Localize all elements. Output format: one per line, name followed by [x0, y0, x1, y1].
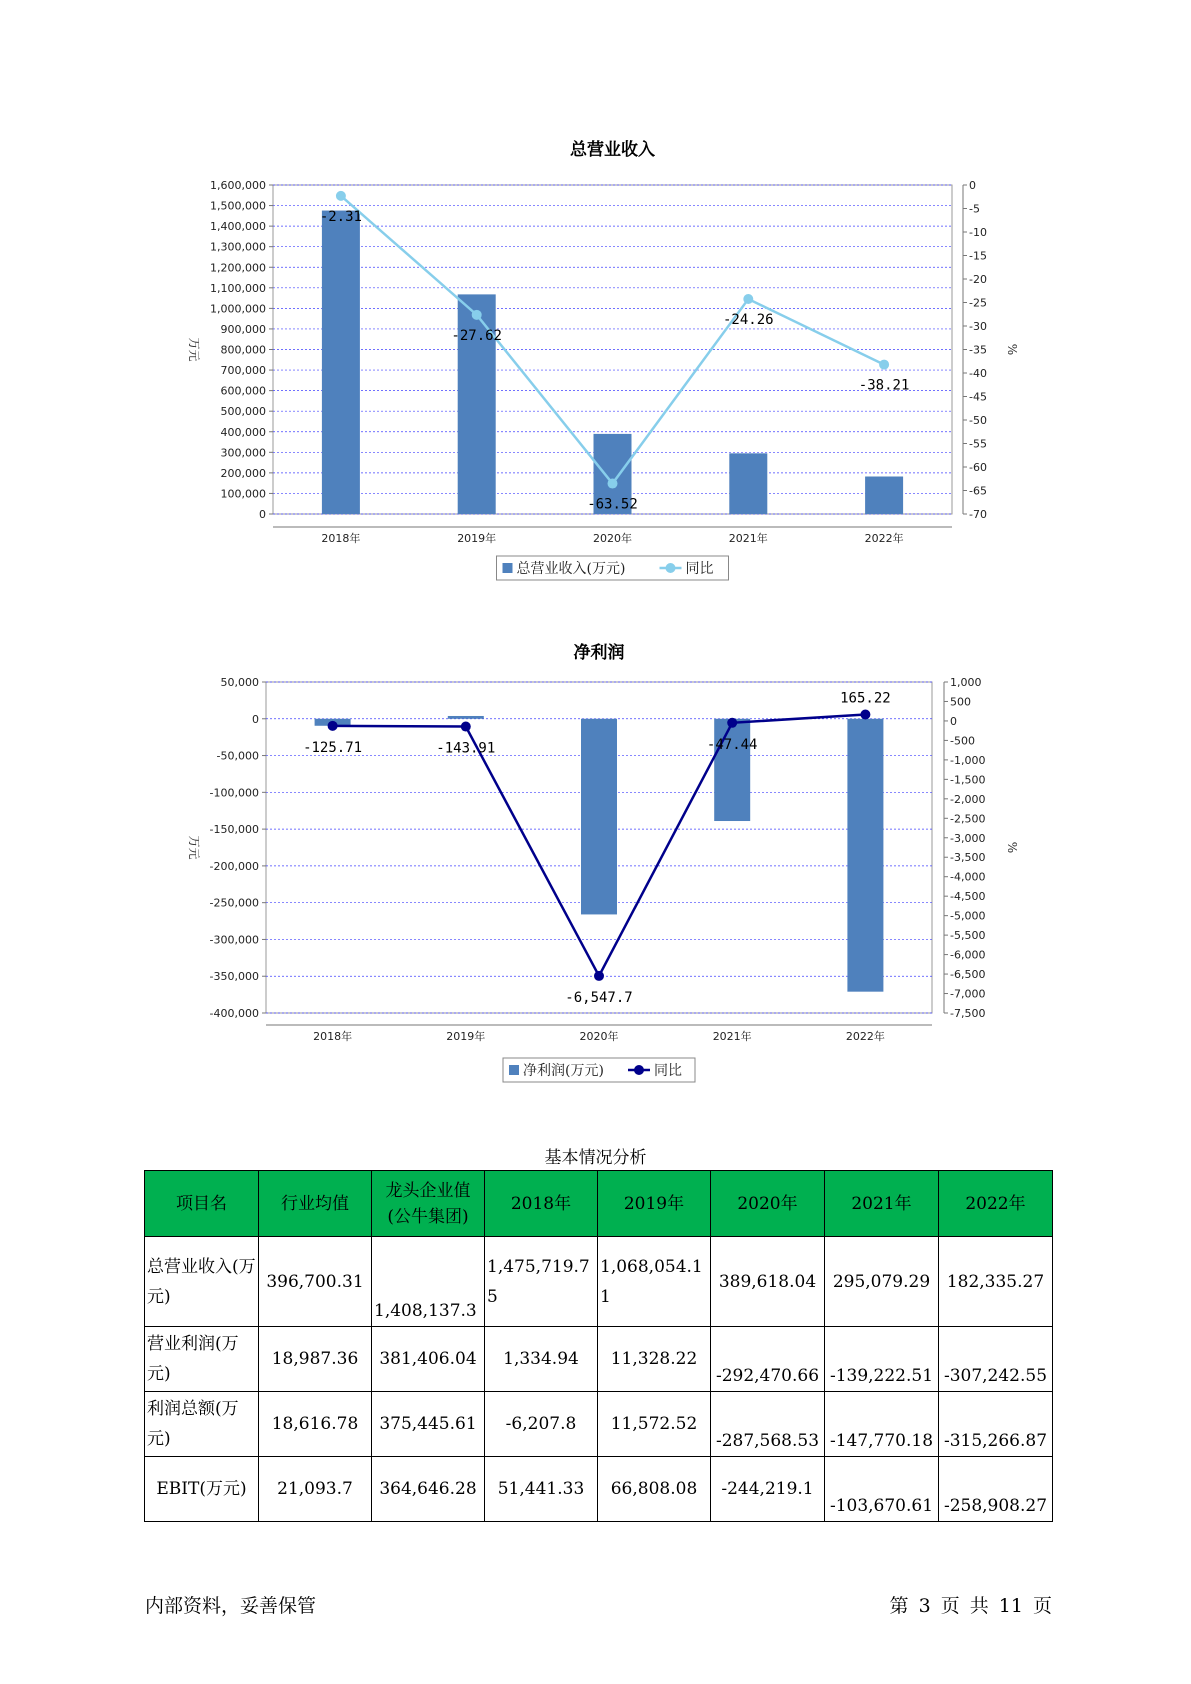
cell-leader-value: 375,445.61 — [372, 1392, 485, 1457]
cell-2022: -307,242.55 — [939, 1327, 1053, 1392]
right-axis-tick-label: -5,000 — [950, 909, 986, 923]
line-point — [743, 294, 753, 304]
legend-bar-swatch — [503, 563, 513, 573]
bar — [448, 716, 484, 719]
data-label: -125.71 — [303, 739, 363, 756]
left-axis-tick-label: 500,000 — [220, 405, 266, 419]
data-label: -6,547.7 — [565, 989, 633, 1006]
x-axis-tick-label: 2020年 — [579, 1030, 619, 1043]
cell-2020: -292,470.66 — [711, 1327, 825, 1392]
right-axis-tick-label: -65 — [969, 484, 987, 498]
header-2018: 2018年 — [485, 1171, 598, 1237]
x-axis-tick-label: 2021年 — [728, 532, 768, 545]
header-leader-value: 龙头企业值(公牛集团) — [372, 1171, 485, 1237]
left-axis-unit: 万元 — [187, 835, 201, 860]
right-axis-tick-label: -45 — [969, 390, 987, 404]
x-axis-tick-label: 2020年 — [593, 532, 632, 545]
cell-leader-value: 364,646.28 — [372, 1457, 485, 1522]
cell-industry-avg: 18,616.78 — [259, 1392, 372, 1457]
right-axis-tick-label: 500 — [950, 695, 971, 709]
bar — [581, 719, 617, 915]
right-axis-tick-label: -500 — [950, 734, 975, 748]
data-label: -38.21 — [858, 377, 910, 394]
net-profit-chart — [0, 630, 1191, 1100]
left-axis-tick-label: 1,500,000 — [210, 199, 266, 213]
right-axis-tick-label: 0 — [950, 714, 957, 728]
right-axis-tick-label: -30 — [969, 320, 987, 333]
cell-industry-avg: 396,700.31 — [259, 1237, 372, 1327]
line-point — [594, 971, 604, 981]
line-point — [879, 360, 889, 370]
data-label: -2.31 — [319, 208, 362, 225]
line-point — [727, 718, 737, 728]
left-axis-tick-label: -250,000 — [209, 896, 259, 910]
legend-line-label: 同比 — [685, 561, 714, 577]
left-axis-tick-label: -200,000 — [209, 859, 259, 873]
right-axis-tick-label: -7,500 — [950, 1007, 986, 1020]
left-axis-tick-label: 1,200,000 — [210, 261, 266, 275]
right-axis-tick-label: 0 — [969, 179, 976, 192]
cell-industry-avg: 21,093.7 — [259, 1457, 372, 1522]
left-axis-tick-label: 100,000 — [220, 487, 266, 501]
cell-2021: -139,222.51 — [825, 1327, 939, 1392]
x-axis-tick-label: 2021年 — [712, 1030, 752, 1043]
right-axis-tick-label: -20 — [969, 273, 987, 286]
legend-bar-swatch — [509, 1065, 519, 1075]
legend-bar-label: 净利润(万元) — [523, 1063, 604, 1079]
x-axis-tick-label: 2022年 — [845, 1030, 885, 1043]
right-axis-tick-label: -70 — [969, 508, 987, 521]
x-axis-tick-label: 2018年 — [321, 532, 361, 545]
left-axis-tick-label: -350,000 — [209, 970, 259, 984]
right-axis-tick-label: -10 — [969, 226, 987, 239]
header-2020: 2020年 — [711, 1171, 825, 1237]
left-axis-tick-label: 0 — [252, 712, 259, 726]
right-axis-tick-label: -1,500 — [950, 773, 986, 787]
left-axis-tick-label: 1,600,000 — [210, 179, 266, 192]
cell-2019: 11,328.22 — [598, 1327, 711, 1392]
legend-bar-label: 总营业收入(万元) — [516, 561, 626, 577]
right-axis-unit: % — [1005, 841, 1019, 854]
right-axis-tick-label: -6,000 — [950, 948, 986, 962]
data-label: -63.52 — [587, 496, 638, 513]
table-row — [145, 1327, 1053, 1392]
table-row — [145, 1237, 1053, 1327]
legend-line-marker — [634, 1065, 644, 1075]
right-axis-tick-label: -4,500 — [950, 890, 986, 904]
left-axis-tick-label: 200,000 — [220, 466, 266, 480]
right-axis-tick-label: -60 — [969, 461, 987, 474]
right-axis-tick-label: -25 — [969, 296, 987, 310]
cell-2018: 1,334.94 — [485, 1327, 598, 1392]
left-axis-tick-label: 600,000 — [220, 384, 266, 398]
left-axis-tick-label: -50,000 — [216, 749, 259, 763]
left-axis-tick-label: -300,000 — [209, 933, 259, 947]
header-2019: 2019年 — [598, 1171, 711, 1237]
left-axis-unit: 万元 — [187, 337, 201, 362]
left-axis-tick-label: 1,000,000 — [210, 302, 266, 316]
bar — [729, 453, 767, 514]
legend-line-marker — [666, 563, 676, 573]
right-axis-tick-label: -1,000 — [950, 753, 986, 767]
cell-2019: 66,808.08 — [598, 1457, 711, 1522]
cell-leader-value: 381,406.04 — [372, 1327, 485, 1392]
cell-2020: -287,568.53 — [711, 1392, 825, 1457]
right-axis-tick-label: -3,500 — [950, 851, 986, 865]
right-axis-tick-label: -3,000 — [950, 831, 986, 845]
x-axis-tick-label: 2018年 — [313, 1030, 353, 1043]
footer-confidential-note: 内部资料，妥善保管 — [145, 1595, 317, 1617]
chart-title: 净利润 — [573, 643, 625, 663]
right-axis-tick-label: -55 — [969, 437, 987, 451]
right-axis-tick-label: -2,500 — [950, 812, 986, 826]
right-axis-tick-label: -5 — [969, 202, 980, 216]
cell-leader-value: 1,408,137.3 — [372, 1237, 485, 1327]
data-label: -47.44 — [706, 736, 758, 753]
cell-2019: 1,068,054.11 — [598, 1237, 711, 1327]
left-axis-tick-label: -150,000 — [209, 823, 259, 837]
right-axis-tick-label: -2,000 — [950, 792, 986, 806]
line-point — [608, 479, 618, 489]
revenue-chart-svg — [0, 130, 1191, 600]
left-axis-tick-label: 400,000 — [220, 425, 266, 439]
bar — [714, 719, 750, 821]
line-point — [336, 191, 346, 201]
net-profit-chart-svg — [0, 630, 1191, 1100]
cell-2018: -6,207.8 — [485, 1392, 598, 1457]
right-axis-tick-label: -35 — [969, 343, 987, 357]
bar — [847, 719, 883, 992]
left-axis-tick-label: 300,000 — [220, 446, 266, 460]
header-2022: 2022年 — [939, 1171, 1053, 1237]
left-axis-tick-label: 50,000 — [220, 676, 259, 689]
cell-2018: 1,475,719.75 — [485, 1237, 598, 1327]
cell-2018: 51,441.33 — [485, 1457, 598, 1522]
right-axis-tick-label: -6,500 — [950, 968, 986, 982]
revenue-chart — [0, 130, 1191, 600]
left-axis-tick-label: 700,000 — [220, 364, 266, 378]
cell-2022: -258,908.27 — [939, 1457, 1053, 1522]
left-axis-tick-label: 0 — [259, 508, 266, 521]
row-name: 利润总额(万元) — [145, 1392, 259, 1457]
data-label: -24.26 — [723, 312, 774, 329]
right-axis-tick-label: 1,000 — [950, 676, 982, 689]
right-axis-unit: % — [1005, 343, 1019, 356]
row-name: EBIT(万元) — [145, 1457, 259, 1522]
right-axis-tick-label: -50 — [969, 414, 987, 427]
left-axis-tick-label: 900,000 — [220, 322, 266, 336]
cell-2020: -244,219.1 — [711, 1457, 825, 1522]
right-axis-tick-label: -5,500 — [950, 929, 986, 943]
right-axis-tick-label: -15 — [969, 249, 987, 263]
header-industry-avg: 行业均值 — [259, 1171, 372, 1237]
right-axis-tick-label: -7,000 — [950, 987, 986, 1001]
right-axis-tick-label: -4,000 — [950, 870, 986, 884]
left-axis-tick-label: -100,000 — [209, 786, 259, 800]
x-axis-tick-label: 2019年 — [446, 1030, 486, 1043]
table-row — [145, 1457, 1053, 1522]
left-axis-tick-label: 800,000 — [220, 343, 266, 357]
left-axis-tick-label: 1,100,000 — [210, 281, 266, 295]
row-name: 营业利润(万元) — [145, 1327, 259, 1392]
cell-2020: 389,618.04 — [711, 1237, 825, 1327]
line-point — [472, 310, 482, 320]
left-axis-tick-label: -400,000 — [209, 1007, 259, 1020]
line-point — [860, 710, 870, 720]
row-name: 总营业收入(万元) — [145, 1237, 259, 1327]
header-item-name: 项目名 — [145, 1171, 259, 1237]
footer-page-number: 第 3 页 共 11 页 — [889, 1595, 1052, 1617]
bar — [319, 208, 362, 514]
table-row — [145, 1392, 1053, 1457]
cell-2022: 182,335.27 — [939, 1237, 1053, 1327]
chart-title: 总营业收入 — [570, 140, 655, 160]
bar — [865, 477, 903, 514]
cell-industry-avg: 18,987.36 — [259, 1327, 372, 1392]
cell-2021: 295,079.29 — [825, 1237, 939, 1327]
basic-analysis-table — [144, 1170, 1053, 1522]
data-label: -27.62 — [451, 327, 502, 344]
left-axis-tick-label: 1,300,000 — [210, 240, 266, 254]
x-axis-tick-label: 2019年 — [457, 532, 497, 545]
legend-line-label: 同比 — [654, 1063, 682, 1079]
cell-2021: -103,670.61 — [825, 1457, 939, 1522]
line-point — [328, 721, 338, 731]
data-label: 165.22 — [840, 690, 891, 707]
header-2021: 2021年 — [825, 1171, 939, 1237]
x-axis-tick-label: 2022年 — [864, 532, 904, 545]
cell-2019: 11,572.52 — [598, 1392, 711, 1457]
left-axis-tick-label: 1,400,000 — [210, 220, 266, 234]
right-axis-tick-label: -40 — [969, 367, 987, 380]
table-header-row — [145, 1171, 1053, 1237]
table-caption: 基本情况分析 — [544, 1148, 647, 1168]
cell-2021: -147,770.18 — [825, 1392, 939, 1457]
line-point — [461, 722, 471, 732]
data-label: -143.91 — [436, 740, 496, 757]
cell-2022: -315,266.87 — [939, 1392, 1053, 1457]
